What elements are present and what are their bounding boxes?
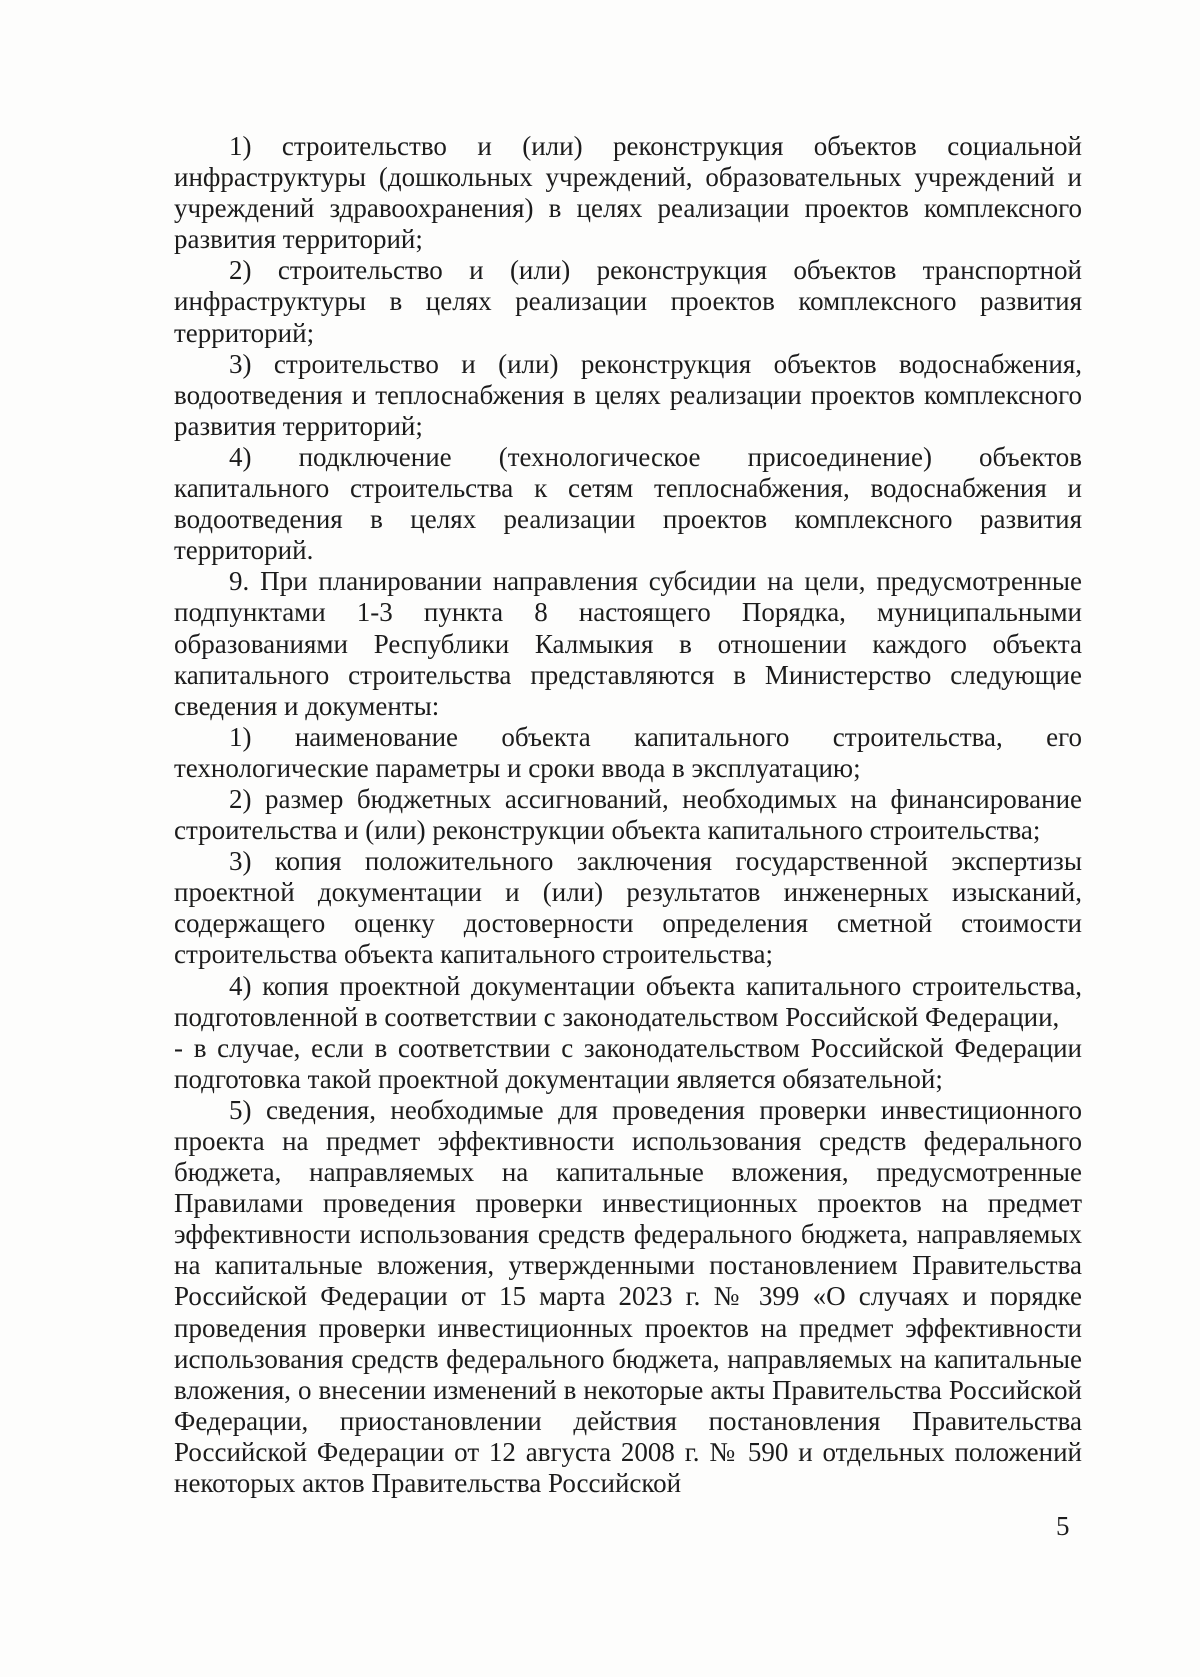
clause-9: 9. При планировании направления субсидии на цели, предусмотренные подпунктами 1-3 пункта 8 настоящего Порядка, муниципальными образованиями Республики Калмыкия в отношении каждого объекта капитального строительства представляются в Министерство следующие сведения и документы:	[174, 566, 1082, 721]
list-item-water-heat-supply: 3) строительство и (или) реконструкция объектов водоснабжения, водоотведения и теплоснабжения в целях реализации проектов комплексного развития территорий;	[174, 348, 1082, 441]
document-body	[174, 131, 1082, 1499]
list-item-budget-allocations: 2) размер бюджетных ассигнований, необходимых на финансирование строительства и (или) реконструкции объекта капитального строительства;	[174, 783, 1082, 846]
list-item-project-documentation-continued: - в случае, если в соответствии с законодательством Российской Федерации подготовка такой проектной документации является обязательной;	[174, 1032, 1082, 1094]
list-item-project-documentation: 4) копия проектной документации объекта капитального строительства, подготовленной в соответствии с законодательством Российской Федерации,	[174, 970, 1082, 1032]
list-item-transport-infrastructure: 2) строительство и (или) реконструкция объектов транспортной инфраструктуры в целях реализации проектов комплексного развития территорий;	[174, 255, 1082, 348]
list-item-expertise-conclusion: 3) копия положительного заключения государственной экспертизы проектной документации и (или) результатов инженерных изысканий, содержащего оценку достоверности определения сметной стоимости строительства объекта капитального строительства;	[174, 846, 1082, 970]
page-number: 5	[1056, 1511, 1070, 1541]
list-item-connection-to-networks: 4) подключение (технологическое присоединение) объектов капитального строительства к сетям теплоснабжения, водоснабжения и водоотведения в целях реализации проектов комплексного развития территорий.	[174, 441, 1082, 566]
list-item-social-infrastructure: 1) строительство и (или) реконструкция объектов социальной инфраструктуры (дошкольных учреждений, образовательных учреждений и учреждений здравоохранения) в целях реализации проектов комплексного развития территорий;	[174, 131, 1082, 255]
list-item-object-name: 1) наименование объекта капитального строительства, его технологические параметры и сроки ввода в эксплуатацию;	[174, 721, 1082, 783]
list-item-investment-project-check: 5) сведения, необходимые для проведения проверки инвестиционного проекта на предмет эффективности использования средств федерального бюджета, направляемых на капитальные вложения, предусмотренные Правилами проведения проверки инвестиционных проектов на предмет эффективности использования средств федерального бюджета, направляемых на капитальные вложения, утвержденными постановлением Правительства Российской Федерации от 15 марта 2023 г. № 399 «О случаях и порядке проведения проверки инвестиционных проектов на предмет эффективности использования средств федерального бюджета, направляемых на капитальные вложения, о внесении изменений в некоторые акты Правительства Российской Федерации, приостановлении действия постановления Правительства Российской Федерации от 12 августа 2008 г. № 590 и отдельных положений некоторых актов Правительства Российской	[174, 1094, 1082, 1499]
